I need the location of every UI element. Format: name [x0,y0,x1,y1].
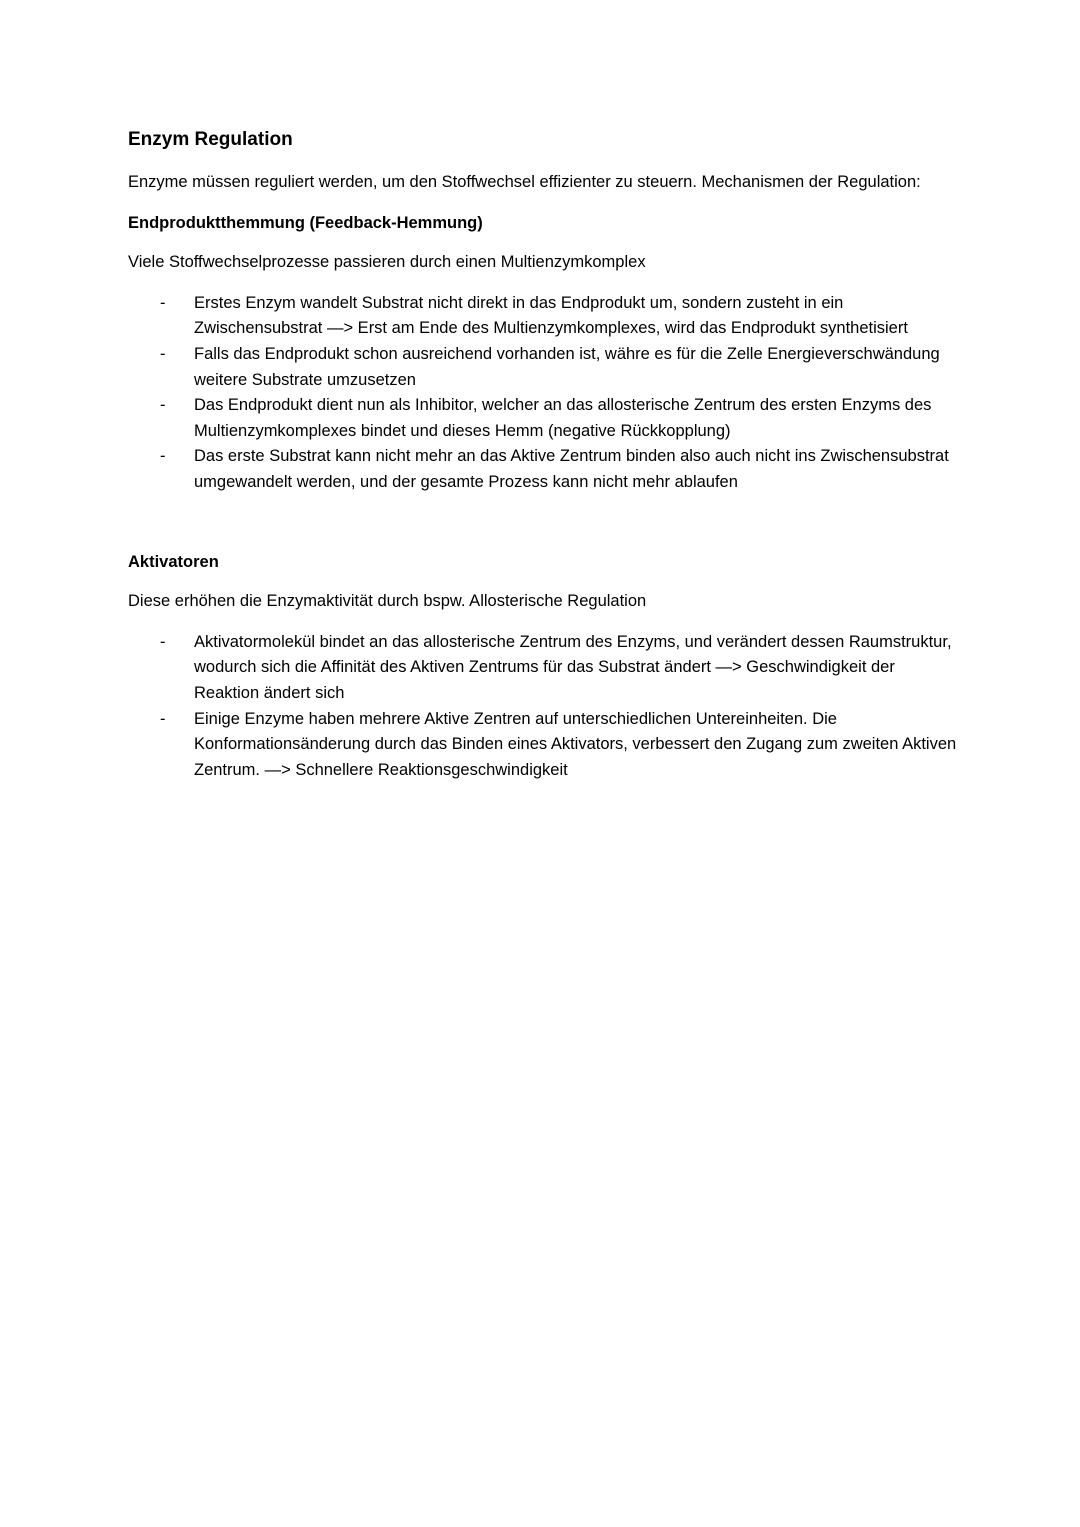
bullet-marker: - [160,632,166,651]
bullet-list [128,630,958,784]
list-item-text: Aktivatormolekül bindet an das allosterische Zentrum des Enzyms, und verändert dessen Raumstruktur, wodurch sich die Affinität des Aktiven Zentrums für das Substrat ändert —> Geschwindigkeit der Reaktion ändert sich [194,632,952,702]
bullet-marker: - [160,447,166,466]
page-title: Enzym Regulation [128,129,293,150]
list-item-text: Einige Enzyme haben mehrere Aktive Zentren auf unterschiedlichen Untereinheiten. Die Konformationsänderung durch das Binden eines Aktivators, verbessert den Zugang zum zweiten Aktiven Zentrum. —> Schnellere Reaktionsgeschwindigkeit [194,709,957,779]
list-item [128,342,958,393]
list-item [128,393,958,444]
section-feedback-inhibition [128,211,958,496]
section-activators [128,550,958,784]
section-heading: Aktivatoren [128,552,219,571]
section-lead: Viele Stoffwechselprozesse passieren durch einen Multienzymkomplex [128,253,646,272]
list-item-text: Falls das Endprodukt schon ausreichend vorhanden ist, währe es für die Zelle Energieverschwändung weitere Substrate umzusetzen [194,344,940,389]
list-item [128,707,958,784]
section-lead: Diese erhöhen die Enzymaktivität durch bspw. Allosterische Regulation [128,592,647,611]
section-heading: Endproduktthemmung (Feedback-Hemmung) [128,213,483,232]
bullet-list [128,291,958,496]
list-item [128,291,958,342]
bullet-marker: - [160,709,166,728]
bullet-marker: - [160,396,166,415]
list-item [128,630,958,707]
list-item-text: Erstes Enzym wandelt Substrat nicht direkt in das Endprodukt um, sondern zusteht in ein Zwischensubstrat —> Erst am Ende des Multienzymkomplexes, wird das Endprodukt synthetisiert [194,293,908,338]
bullet-marker: - [160,293,166,312]
section-spacer [128,496,958,550]
document-content [128,126,958,783]
intro-paragraph: Enzyme müssen reguliert werden, um den Stoffwechsel effizienter zu steuern. Mechanismen der Regulation: [128,173,921,191]
list-item-text: Das erste Substrat kann nicht mehr an das Aktive Zentrum binden also auch nicht ins Zwischensubstrat umgewandelt werden, und der gesamte Prozess kann nicht mehr ablaufen [194,447,949,491]
list-item [128,444,958,495]
bullet-marker: - [160,344,166,363]
list-item-text: Das Endprodukt dient nun als Inhibitor, welcher an das allosterische Zentrum des ersten Enzyms des Multienzymkomplexes bindet und dieses Hemm (negative Rückkopplung) [194,396,932,440]
